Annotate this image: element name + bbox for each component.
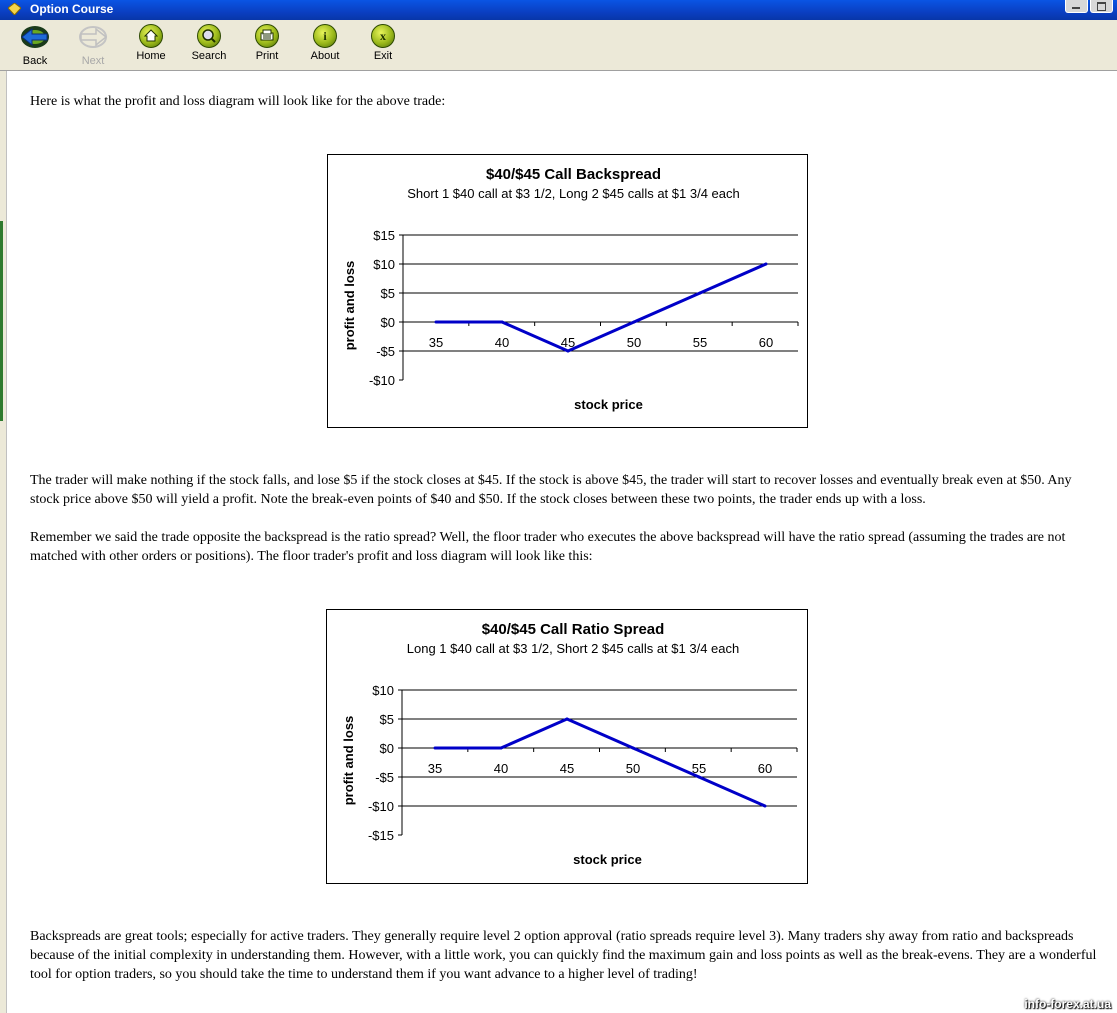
chart1-y-tick-label: $10 [372, 683, 394, 698]
next-button[interactable] [68, 24, 118, 67]
maximize-button[interactable] [1090, 0, 1113, 13]
chart1-y-tick-label: -$15 [367, 828, 394, 843]
app-diamond-icon [8, 3, 21, 15]
ratio-spread-chart-svg [327, 610, 807, 883]
chart1-x-tick-label: 60 [757, 761, 773, 776]
watermark: info-forex.at.ua [1024, 997, 1111, 1011]
chart0-y-tick-label: $10 [373, 257, 395, 272]
home-icon [139, 24, 163, 48]
home-label: Home [136, 50, 166, 62]
chart0-data-point [567, 350, 570, 353]
next-label: Next [81, 55, 105, 67]
chart1-x-tick-label: 55 [691, 761, 707, 776]
chart0-data-point [501, 321, 504, 324]
home-button[interactable] [126, 24, 176, 62]
minimize-button[interactable] [1065, 0, 1088, 13]
window-titlebar[interactable] [0, 0, 1117, 20]
paragraph-breakeven: The trader will make nothing if the stock falls, and lose $5 if the stock closes at $45. If the stock is above $45, the trader will start to recover losses and eventually break even at $50. Any stock price above $50 will yield a profit. Note the break-even points of $40 and $50. If the stock closes between these two points, the trader ends up with a loss. [30, 473, 1072, 507]
window-title: Option Course [30, 2, 114, 16]
chart1-title: $40/$45 Call Ratio Spread [481, 621, 665, 638]
chart0-x-axis-label: stock price [574, 397, 643, 412]
print-button[interactable] [242, 24, 292, 62]
left-edge-bar [0, 71, 7, 1013]
chart0-x-tick-label: 50 [626, 335, 642, 350]
close-icon: x [371, 24, 395, 48]
chart0-x-tick-label: 45 [560, 335, 576, 350]
chart1-data-point [434, 747, 437, 750]
backspread-chart-svg [328, 155, 807, 427]
chart1-data-point [764, 805, 767, 808]
backspread-chart [327, 154, 808, 428]
back-arrow-icon [19, 24, 51, 50]
back-button[interactable] [10, 24, 60, 67]
printer-icon [255, 24, 279, 48]
intro-text: Here is what the profit and loss diagram will look like for the above trade: [30, 94, 446, 109]
chart0-subtitle: Short 1 $40 call at $3 1/2, Long 2 $45 calls at $1 3/4 each [407, 186, 740, 201]
paragraph-ratio-spread: Remember we said the trade opposite the backspread is the ratio spread? Well, the floor trader who executes the above backspread will have the ratio spread (assuming the trades are not matched with other orders or positions). The floor trader's profit and loss diagram will look like this: [30, 530, 1066, 564]
chart0-data-point [699, 292, 702, 295]
chart0-data-point [435, 321, 438, 324]
search-label: Search [191, 50, 227, 62]
chart0-data-point [633, 321, 636, 324]
paragraph-backspread-summary: Backspreads are great tools; especially for active traders. They generally require level 2 option approval (ratio spreads require level 3). Many traders shy away from ratio and backspreads because of the initial complexity in understanding them. However, with a little work, you can quickly find the maximum gain and loss points as well as the break-evens. They are a wonderful tool for option traders, so you should take the time to understand them if you want advance to a higher level of trading! [30, 929, 1097, 982]
chart0-x-tick-label: 55 [692, 335, 708, 350]
back-label: Back [22, 55, 48, 67]
chart1-y-axis-label: profit and loss [341, 715, 356, 806]
chart0-y-tick-label: $5 [380, 286, 395, 301]
chart1-data-point [566, 718, 569, 721]
next-arrow-icon [77, 24, 109, 50]
exit-label: Exit [373, 50, 393, 62]
print-label: Print [255, 50, 279, 62]
chart0-x-tick-label: 60 [758, 335, 774, 350]
chart1-y-tick-label: -$5 [375, 770, 394, 785]
toolbar [0, 20, 1117, 71]
search-button[interactable] [184, 24, 234, 62]
chart0-x-tick-label: 40 [494, 335, 510, 350]
chart1-y-tick-label: $5 [379, 712, 394, 727]
chart1-x-tick-label: 50 [625, 761, 641, 776]
chart0-data-point [765, 263, 768, 266]
chart1-data-point [632, 747, 635, 750]
chart0-title: $40/$45 Call Backspread [485, 166, 662, 183]
chart0-x-tick-label: 35 [428, 335, 444, 350]
chart1-x-tick-label: 40 [493, 761, 509, 776]
search-icon [197, 24, 221, 48]
chart0-y-axis-label: profit and loss [342, 260, 357, 351]
chart1-x-tick-label: 45 [559, 761, 575, 776]
ratio-spread-chart [326, 609, 808, 884]
chart1-x-axis-label: stock price [573, 852, 642, 867]
info-icon: i [313, 24, 337, 48]
chart0-y-tick-label: $0 [380, 315, 395, 330]
about-label: About [310, 50, 340, 62]
chart0-y-tick-label: -$10 [368, 373, 395, 388]
chart1-data-point [698, 776, 701, 779]
chart0-series-line [436, 264, 766, 351]
chart1-series-line [435, 719, 765, 806]
chart1-subtitle: Long 1 $40 call at $3 1/2, Short 2 $45 calls at $1 3/4 each [406, 641, 740, 656]
chart1-data-point [500, 747, 503, 750]
chart1-x-tick-label: 35 [427, 761, 443, 776]
about-button[interactable] [300, 24, 350, 62]
exit-button[interactable] [358, 24, 408, 62]
chart0-y-tick-label: -$5 [376, 344, 395, 359]
chart1-y-tick-label: $0 [379, 741, 394, 756]
chart1-y-tick-label: -$10 [367, 799, 394, 814]
chart0-y-tick-label: $15 [373, 228, 395, 243]
